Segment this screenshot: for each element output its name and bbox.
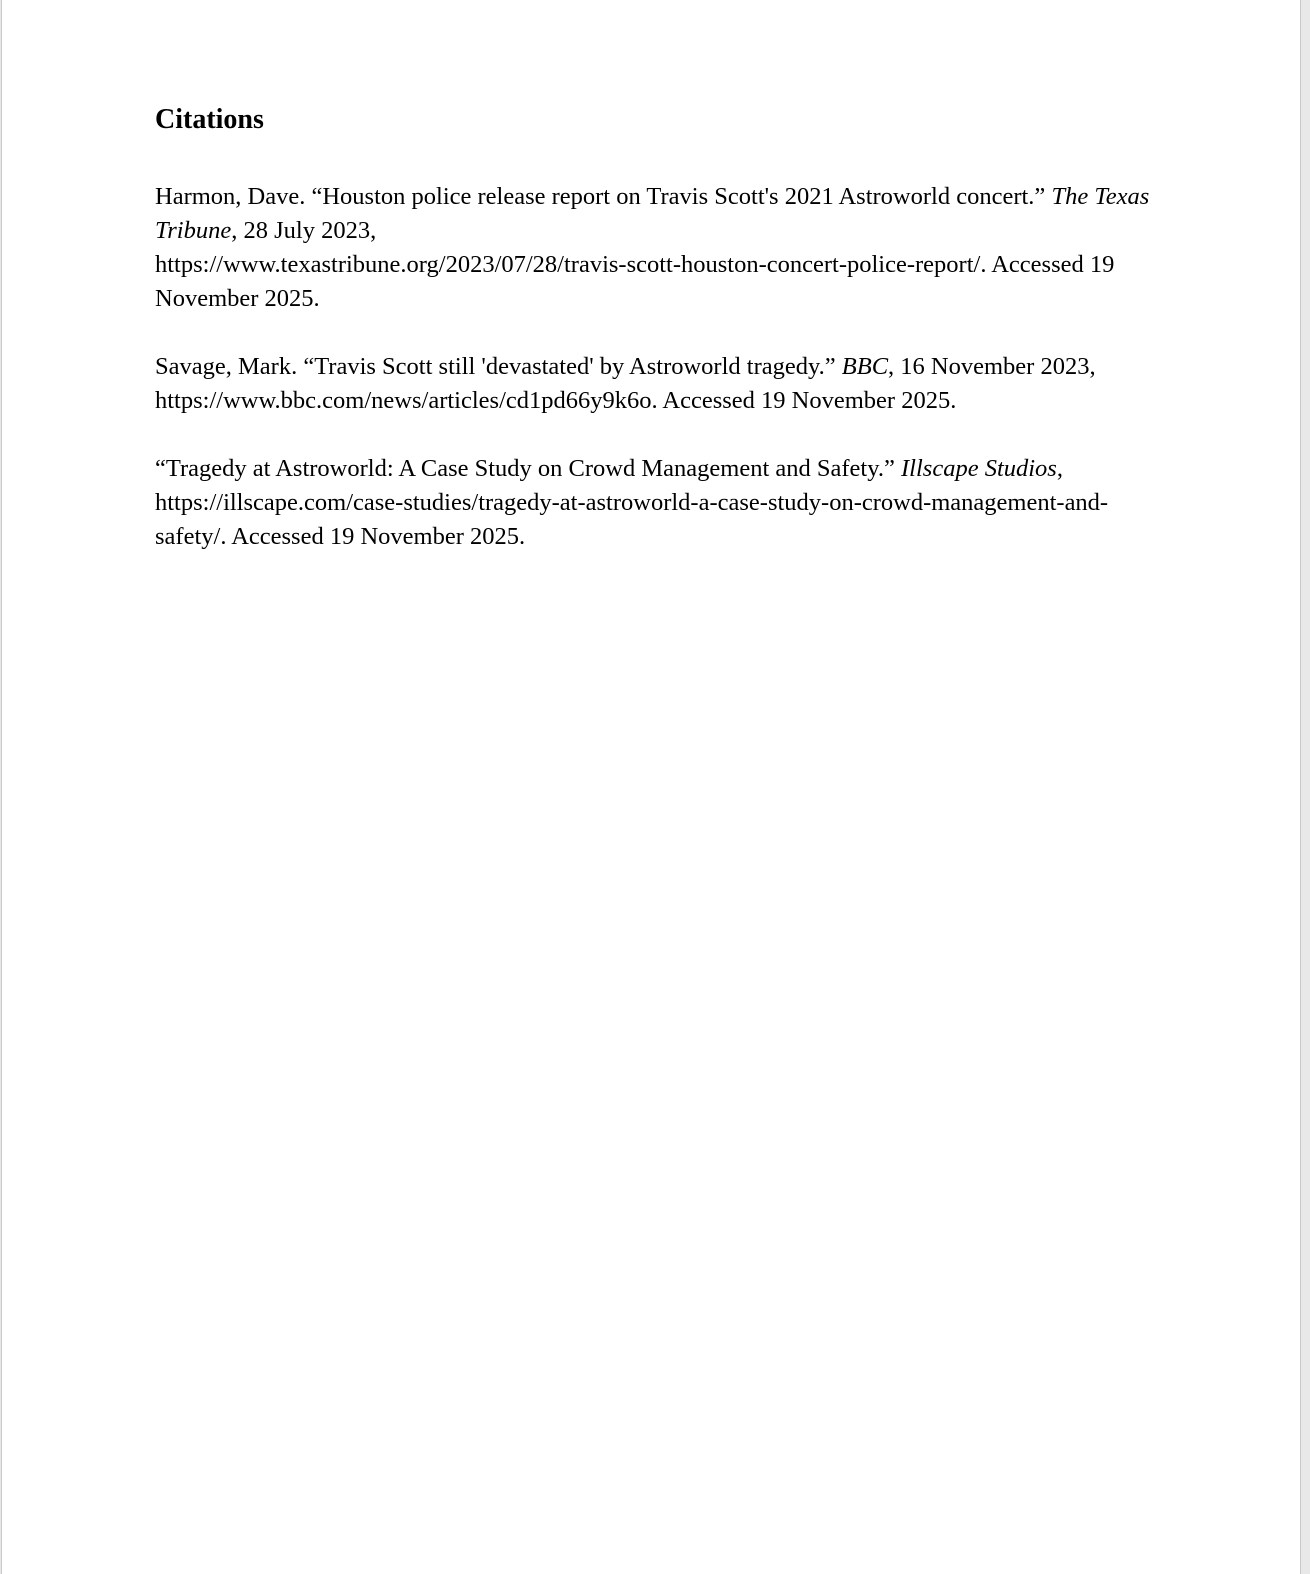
citation-accessed: . Accessed 19 November 2025. — [651, 387, 957, 414]
citation-source: BBC — [841, 353, 889, 380]
citation-text: “Tragedy at Astroworld: A Case Study on Crowd Management and Safety.” — [155, 455, 902, 482]
citation-date: , 16 November 2023, — [888, 353, 1096, 380]
document-page — [1, 0, 1301, 1574]
citation-illscape — [155, 452, 1155, 554]
citation-url[interactable]: https://www.bbc.com/news/articles/cd1pd66y9k6o — [155, 387, 652, 414]
citation-harmon — [155, 180, 1155, 316]
citation-savage — [155, 350, 1155, 418]
citation-source: The Texas Tribune — [155, 183, 1150, 244]
citation-text: Savage, Mark. “Travis Scott still 'devastated' by Astroworld tragedy.” — [155, 353, 842, 380]
citation-text: Harmon, Dave. “Houston police release report on Travis Scott's 2021 Astroworld concert.” — [155, 183, 1052, 210]
citation-url[interactable]: https://www.texastribune.org/2023/07/28/travis-scott-houston-concert-police-report/ — [155, 251, 981, 278]
document-body — [155, 100, 1155, 554]
citation-date: , 28 July 2023, — [231, 217, 377, 244]
citation-accessed: . Accessed 19 November 2025. — [155, 251, 1115, 312]
citation-date: , — [1056, 455, 1063, 482]
citation-source: Illscape Studios — [901, 455, 1057, 482]
page-title: Citations — [155, 104, 264, 135]
citation-url[interactable]: https://illscape.com/case-studies/tragedy-at-astroworld-a-case-study-on-crowd-management-and-safety/ — [155, 489, 1109, 550]
citation-accessed: . Accessed 19 November 2025. — [220, 523, 526, 550]
